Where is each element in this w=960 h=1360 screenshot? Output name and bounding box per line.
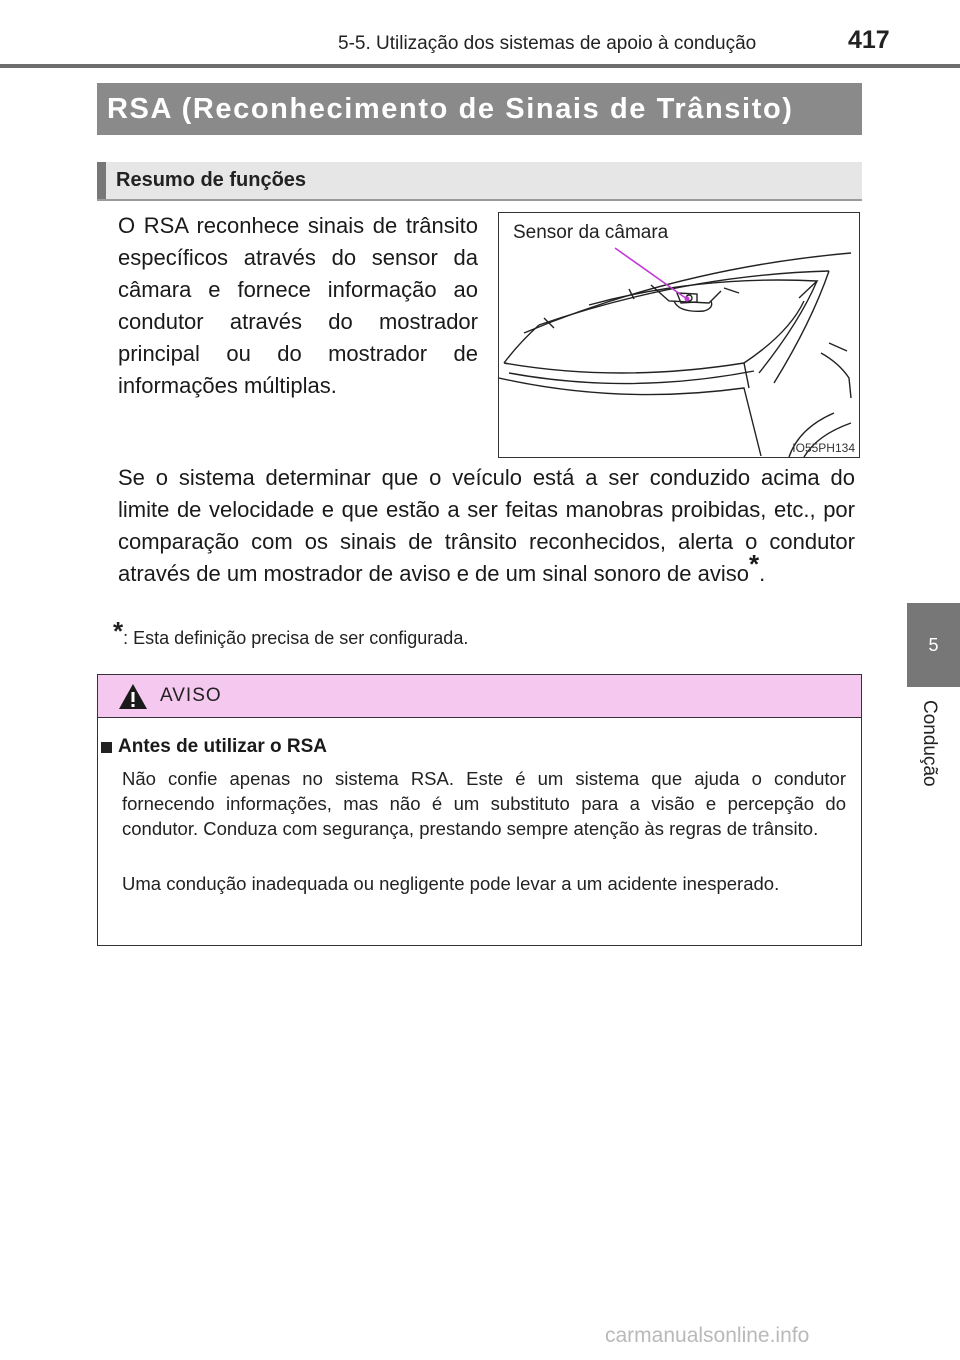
footnote-reference: * [749,549,760,579]
watermark: carmanualsonline.info [605,1324,810,1347]
page-title-bar [97,83,862,135]
warning-header [98,675,861,718]
warning-paragraph-1: Não confie apenas no sistema RSA. Este é um sistema que ajuda o condutor fornecendo informações, mas não é um substituto para a visão e percepção do condutor. Conduza com segurança, prestando sempre atenção às regras de trânsito. [122,768,846,839]
main-paragraph-text: Se o sistema determinar que o veículo está a ser conduzido acima do limite de velocidade e que estão a ser feitas manobras proibidas, etc., por comparação com os sinais de trânsito reconhecidos, alerta o condutor através de um mostrador de aviso e de um sinal sonoro de aviso [118,465,855,586]
chapter-label: Condução [919,700,940,787]
chapter-number: 5 [928,634,939,655]
intro-paragraph: O RSA reconhece sinais de trânsito específicos através do sensor da câmara e fornece informação ao condutor através do mostrador principal ou do mostrador de informações múltiplas. [118,213,478,398]
section-heading [97,162,862,201]
footnote-marker: * [113,616,124,646]
warning-item-title-text: Antes de utilizar o RSA [118,736,328,757]
figure-code: IO55PH134 [792,441,855,455]
warning-triangle-icon [118,683,148,710]
camera-sensor-label: Sensor da câmara [513,222,669,243]
main-paragraph [118,462,855,590]
chapter-tab [907,603,960,687]
section-heading-marker [97,162,106,199]
header-divider [0,64,960,68]
bullet-square-icon [101,742,112,753]
header-section-title: 5-5. Utilização dos sistemas de apoio à condução [338,33,757,54]
windshield-illustration [499,213,859,457]
page-number: 417 [848,26,890,54]
footnote [113,616,469,649]
warning-paragraph-2: Uma condução inadequada ou negligente pode levar a um acidente inesperado. [122,873,780,894]
section-heading-text: Resumo de funções [116,169,307,191]
warning-label: AVISO [160,685,222,706]
warning-box [97,674,862,946]
footnote-text: : Esta definição precisa de ser configurada. [123,628,469,648]
camera-sensor-figure [498,212,860,458]
main-paragraph-end: . [759,561,766,586]
warning-item-title [101,736,327,758]
page-title: RSA (Reconhecimento de Sinais de Trânsito) [107,92,794,125]
